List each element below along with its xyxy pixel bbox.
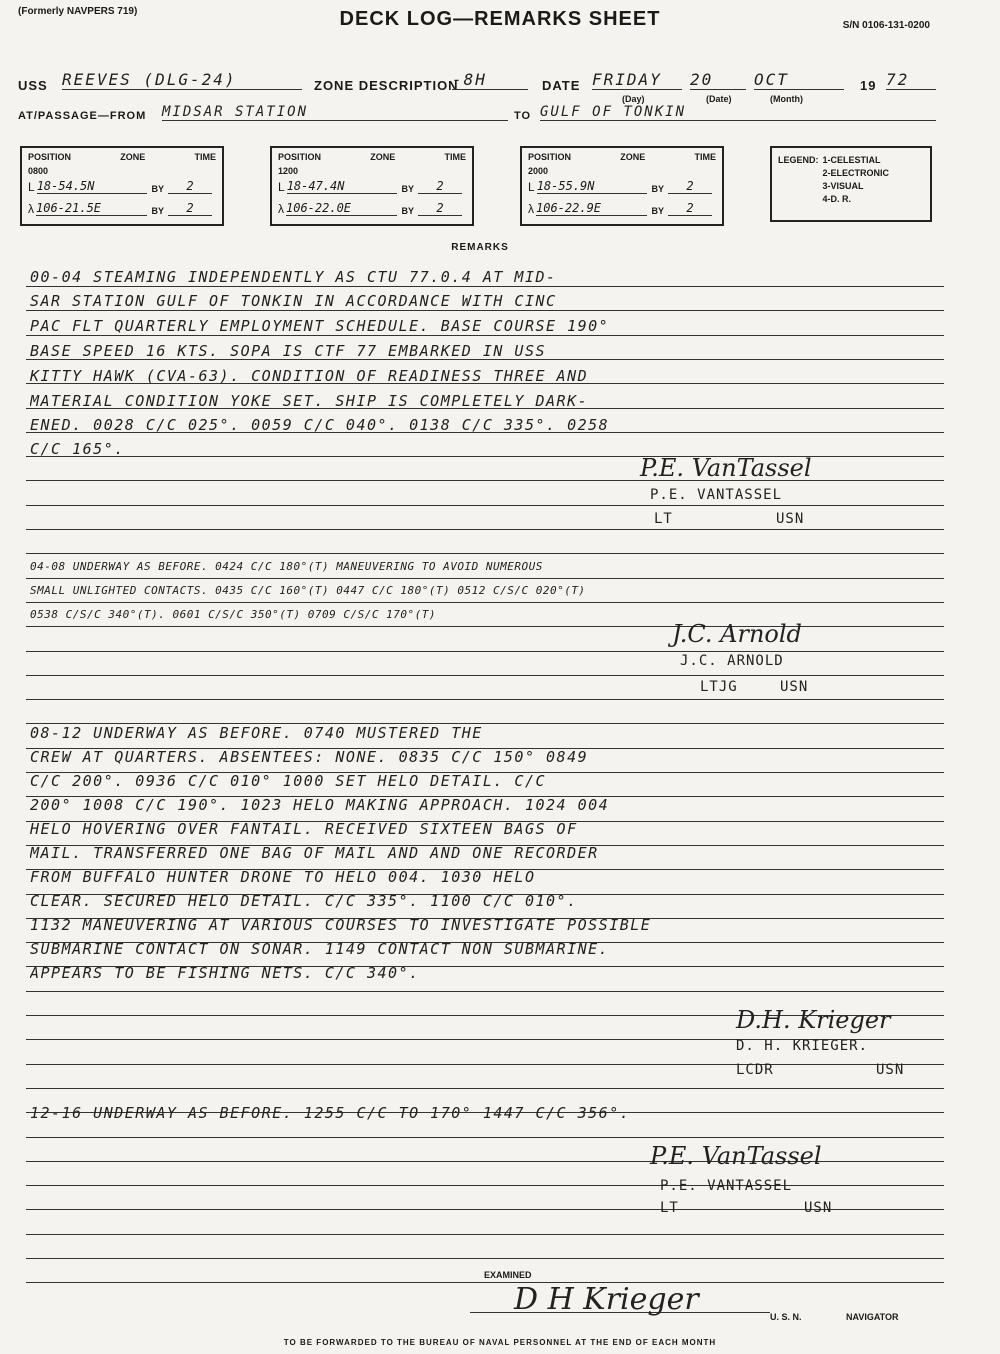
day-caption: (Day): [622, 94, 645, 104]
to-label: TO: [514, 110, 532, 122]
entry-line: MAIL. TRANSFERRED ONE BAG OF MAIL AND AND ONE RECORDER: [30, 844, 599, 862]
longitude-zone: 2: [418, 201, 462, 216]
longitude-zone: 2: [168, 201, 212, 216]
latitude: 18-54.5N: [37, 179, 148, 194]
date-caption: (Date): [706, 94, 732, 104]
signer-name: P.E. VANTASSEL: [650, 487, 783, 503]
serial-number: S/N 0106-131-0200: [842, 20, 930, 31]
ruled-line: [26, 1185, 944, 1186]
examiner-signature: D H Krieger: [514, 1282, 699, 1317]
ruled-line: [26, 1258, 944, 1259]
ruled-line: [26, 1064, 944, 1065]
position-box-2000: POSITION ZONE TIME 2000 L 18-55.9N BY 2 λ 106-22.9E BY 2: [520, 146, 724, 226]
zone-label: ZONE DESCRIPTION: [314, 78, 459, 93]
latitude-zone: 2: [668, 179, 712, 194]
ruled-line: [26, 1282, 944, 1283]
uss-value: REEVES (DLG-24): [62, 70, 302, 90]
entry-line: BASE SPEED 16 KTS. SOPA IS CTF 77 EMBARKED IN USS: [30, 342, 547, 360]
latitude: 18-47.4N: [287, 179, 398, 194]
entry-line: 0538 C/S/C 340°(T). 0601 C/S/C 350°(T) 0709 C/S/C 170°(T): [30, 608, 436, 621]
signature: J.C. Arnold: [672, 620, 802, 648]
signer-rank: LT: [654, 511, 673, 527]
date-label: DATE: [542, 78, 581, 93]
ruled-line: [26, 991, 944, 992]
entry-line: 04-08 UNDERWAY AS BEFORE. 0424 C/C 180°(T) MANEUVERING TO AVOID NUMEROUS: [30, 560, 543, 573]
entry-line: 12-16 UNDERWAY AS BEFORE. 1255 C/C TO 170° 1447 C/C 356°.: [30, 1104, 631, 1122]
entry-line: SUBMARINE CONTACT ON SONAR. 1149 CONTACT NON SUBMARINE.: [30, 940, 610, 958]
position-time: 0800: [28, 166, 49, 176]
latitude-zone: 2: [418, 179, 462, 194]
ruled-line: [26, 1088, 944, 1089]
legend-item: 2-ELECTRONIC: [822, 168, 890, 178]
year-prefix: 19: [860, 78, 877, 93]
longitude: 106-22.0E: [286, 201, 397, 216]
longitude: 106-22.9E: [536, 201, 647, 216]
latitude-zone: 2: [168, 179, 212, 194]
position-box-1200: POSITION ZONE TIME 1200 L 18-47.4N BY 2 λ 106-22.0E BY 2: [270, 146, 474, 226]
ruled-line: [26, 505, 944, 506]
entry-line: SAR STATION GULF OF TONKIN IN ACCORDANCE WITH CINC: [30, 292, 557, 310]
signer-name: D. H. KRIEGER.: [736, 1038, 869, 1054]
entry-line: 00-04 STEAMING INDEPENDENTLY AS CTU 77.0.4 AT MID-: [30, 268, 557, 286]
passage-label: AT/PASSAGE—FROM: [18, 110, 147, 122]
entry-line: FROM BUFFALO HUNTER DRONE TO HELO 004. 1030 HELO: [30, 868, 536, 886]
ruled-line: [26, 1137, 944, 1138]
date-value: 20: [690, 70, 746, 90]
entry-line: C/C 165°.: [30, 440, 125, 458]
navigator-label: NAVIGATOR: [846, 1312, 899, 1322]
entry-line: HELO HOVERING OVER FANTAIL. RECEIVED SIXTEEN BAGS OF: [30, 820, 578, 838]
position-box-0800: POSITION ZONE TIME 0800 L 18-54.5N BY 2 λ 106-21.5E BY 2: [20, 146, 224, 226]
ruled-line: [26, 286, 944, 287]
ruled-line: [26, 1234, 944, 1235]
entry-line: C/C 200°. 0936 C/C 010° 1000 SET HELO DETAIL. C/C: [30, 772, 547, 790]
entry-line: 08-12 UNDERWAY AS BEFORE. 0740 MUSTERED THE: [30, 724, 483, 742]
passage-from: MIDSAR STATION: [162, 104, 508, 121]
ruled-line: [26, 602, 944, 603]
ruled-line: [26, 553, 944, 554]
signature: P.E. VanTassel: [640, 454, 812, 482]
legend-item: 4-D. R.: [822, 194, 852, 204]
signer-rank: LT: [660, 1200, 679, 1216]
entry-line: CLEAR. SECURED HELO DETAIL. C/C 335°. 1100 C/C 010°.: [30, 892, 578, 910]
signer-name: J.C. ARNOLD: [680, 653, 784, 669]
legend-item: 3-VISUAL: [822, 181, 864, 191]
position-time: 1200: [278, 166, 299, 176]
legend-title: LEGEND:: [778, 155, 819, 165]
entry-line: KITTY HAWK (CVA-63). CONDITION OF READINESS THREE AND: [30, 367, 589, 385]
ruled-line: [26, 699, 944, 700]
signer-name: P.E. VANTASSEL: [660, 1178, 793, 1194]
page-title: DECK LOG—REMARKS SHEET: [339, 8, 661, 30]
entry-line: PAC FLT QUARTERLY EMPLOYMENT SCHEDULE. BASE COURSE 190°: [30, 317, 610, 335]
legend-box: [770, 146, 932, 222]
usn-label: U. S. N.: [770, 1312, 802, 1322]
month-value: OCT: [754, 70, 844, 90]
ruled-line: [26, 626, 944, 627]
remarks-label: REMARKS: [451, 242, 509, 253]
longitude: 106-21.5E: [36, 201, 147, 216]
signer-rank: LTJG: [700, 679, 738, 695]
signer-rank: LCDR: [736, 1062, 774, 1078]
signature: P.E. VanTassel: [650, 1142, 822, 1170]
signature: D.H. Krieger: [736, 1006, 891, 1034]
uss-label: USS: [18, 78, 48, 93]
day-value: FRIDAY: [592, 70, 682, 90]
footer-note: TO BE FORWARDED TO THE BUREAU OF NAVAL PERSONNEL AT THE END OF EACH MONTH: [283, 1338, 717, 1347]
ruled-line: [26, 310, 944, 311]
signer-service: USN: [776, 511, 805, 527]
zone-value: -8H: [452, 70, 528, 90]
ruled-line: [26, 675, 944, 676]
passage-to: GULF OF TONKIN: [540, 104, 936, 121]
ruled-line: [26, 529, 944, 530]
entry-line: CREW AT QUARTERS. ABSENTEES: NONE. 0835 C/C 150° 0849: [30, 748, 589, 766]
ruled-line: [26, 651, 944, 652]
entry-line: 200° 1008 C/C 190°. 1023 HELO MAKING APPROACH. 1024 004: [30, 796, 610, 814]
longitude-zone: 2: [668, 201, 712, 216]
entry-line: ENED. 0028 C/C 025°. 0059 C/C 040°. 0138 C/C 335°. 0258: [30, 416, 610, 434]
entry-line: APPEARS TO BE FISHING NETS. C/C 340°.: [30, 964, 420, 982]
latitude: 18-55.9N: [537, 179, 648, 194]
ruled-line: [26, 578, 944, 579]
position-time: 2000: [528, 166, 549, 176]
signer-service: USN: [804, 1200, 833, 1216]
examined-label: EXAMINED: [484, 1270, 532, 1280]
month-caption: (Month): [770, 94, 803, 104]
entry-line: 1132 MANEUVERING AT VARIOUS COURSES TO INVESTIGATE POSSIBLE: [30, 916, 652, 934]
entry-line: MATERIAL CONDITION YOKE SET. SHIP IS COMPLETELY DARK-: [30, 392, 589, 410]
signer-service: USN: [780, 679, 809, 695]
form-line-2: (Formerly NAVPERS 719): [18, 6, 138, 17]
signer-service: USN: [876, 1062, 905, 1078]
legend-item: 1-CELESTIAL: [822, 155, 881, 165]
year-value: 72: [886, 70, 936, 90]
entry-line: SMALL UNLIGHTED CONTACTS. 0435 C/C 160°(T) 0447 C/C 180°(T) 0512 C/S/C 020°(T): [30, 584, 586, 597]
